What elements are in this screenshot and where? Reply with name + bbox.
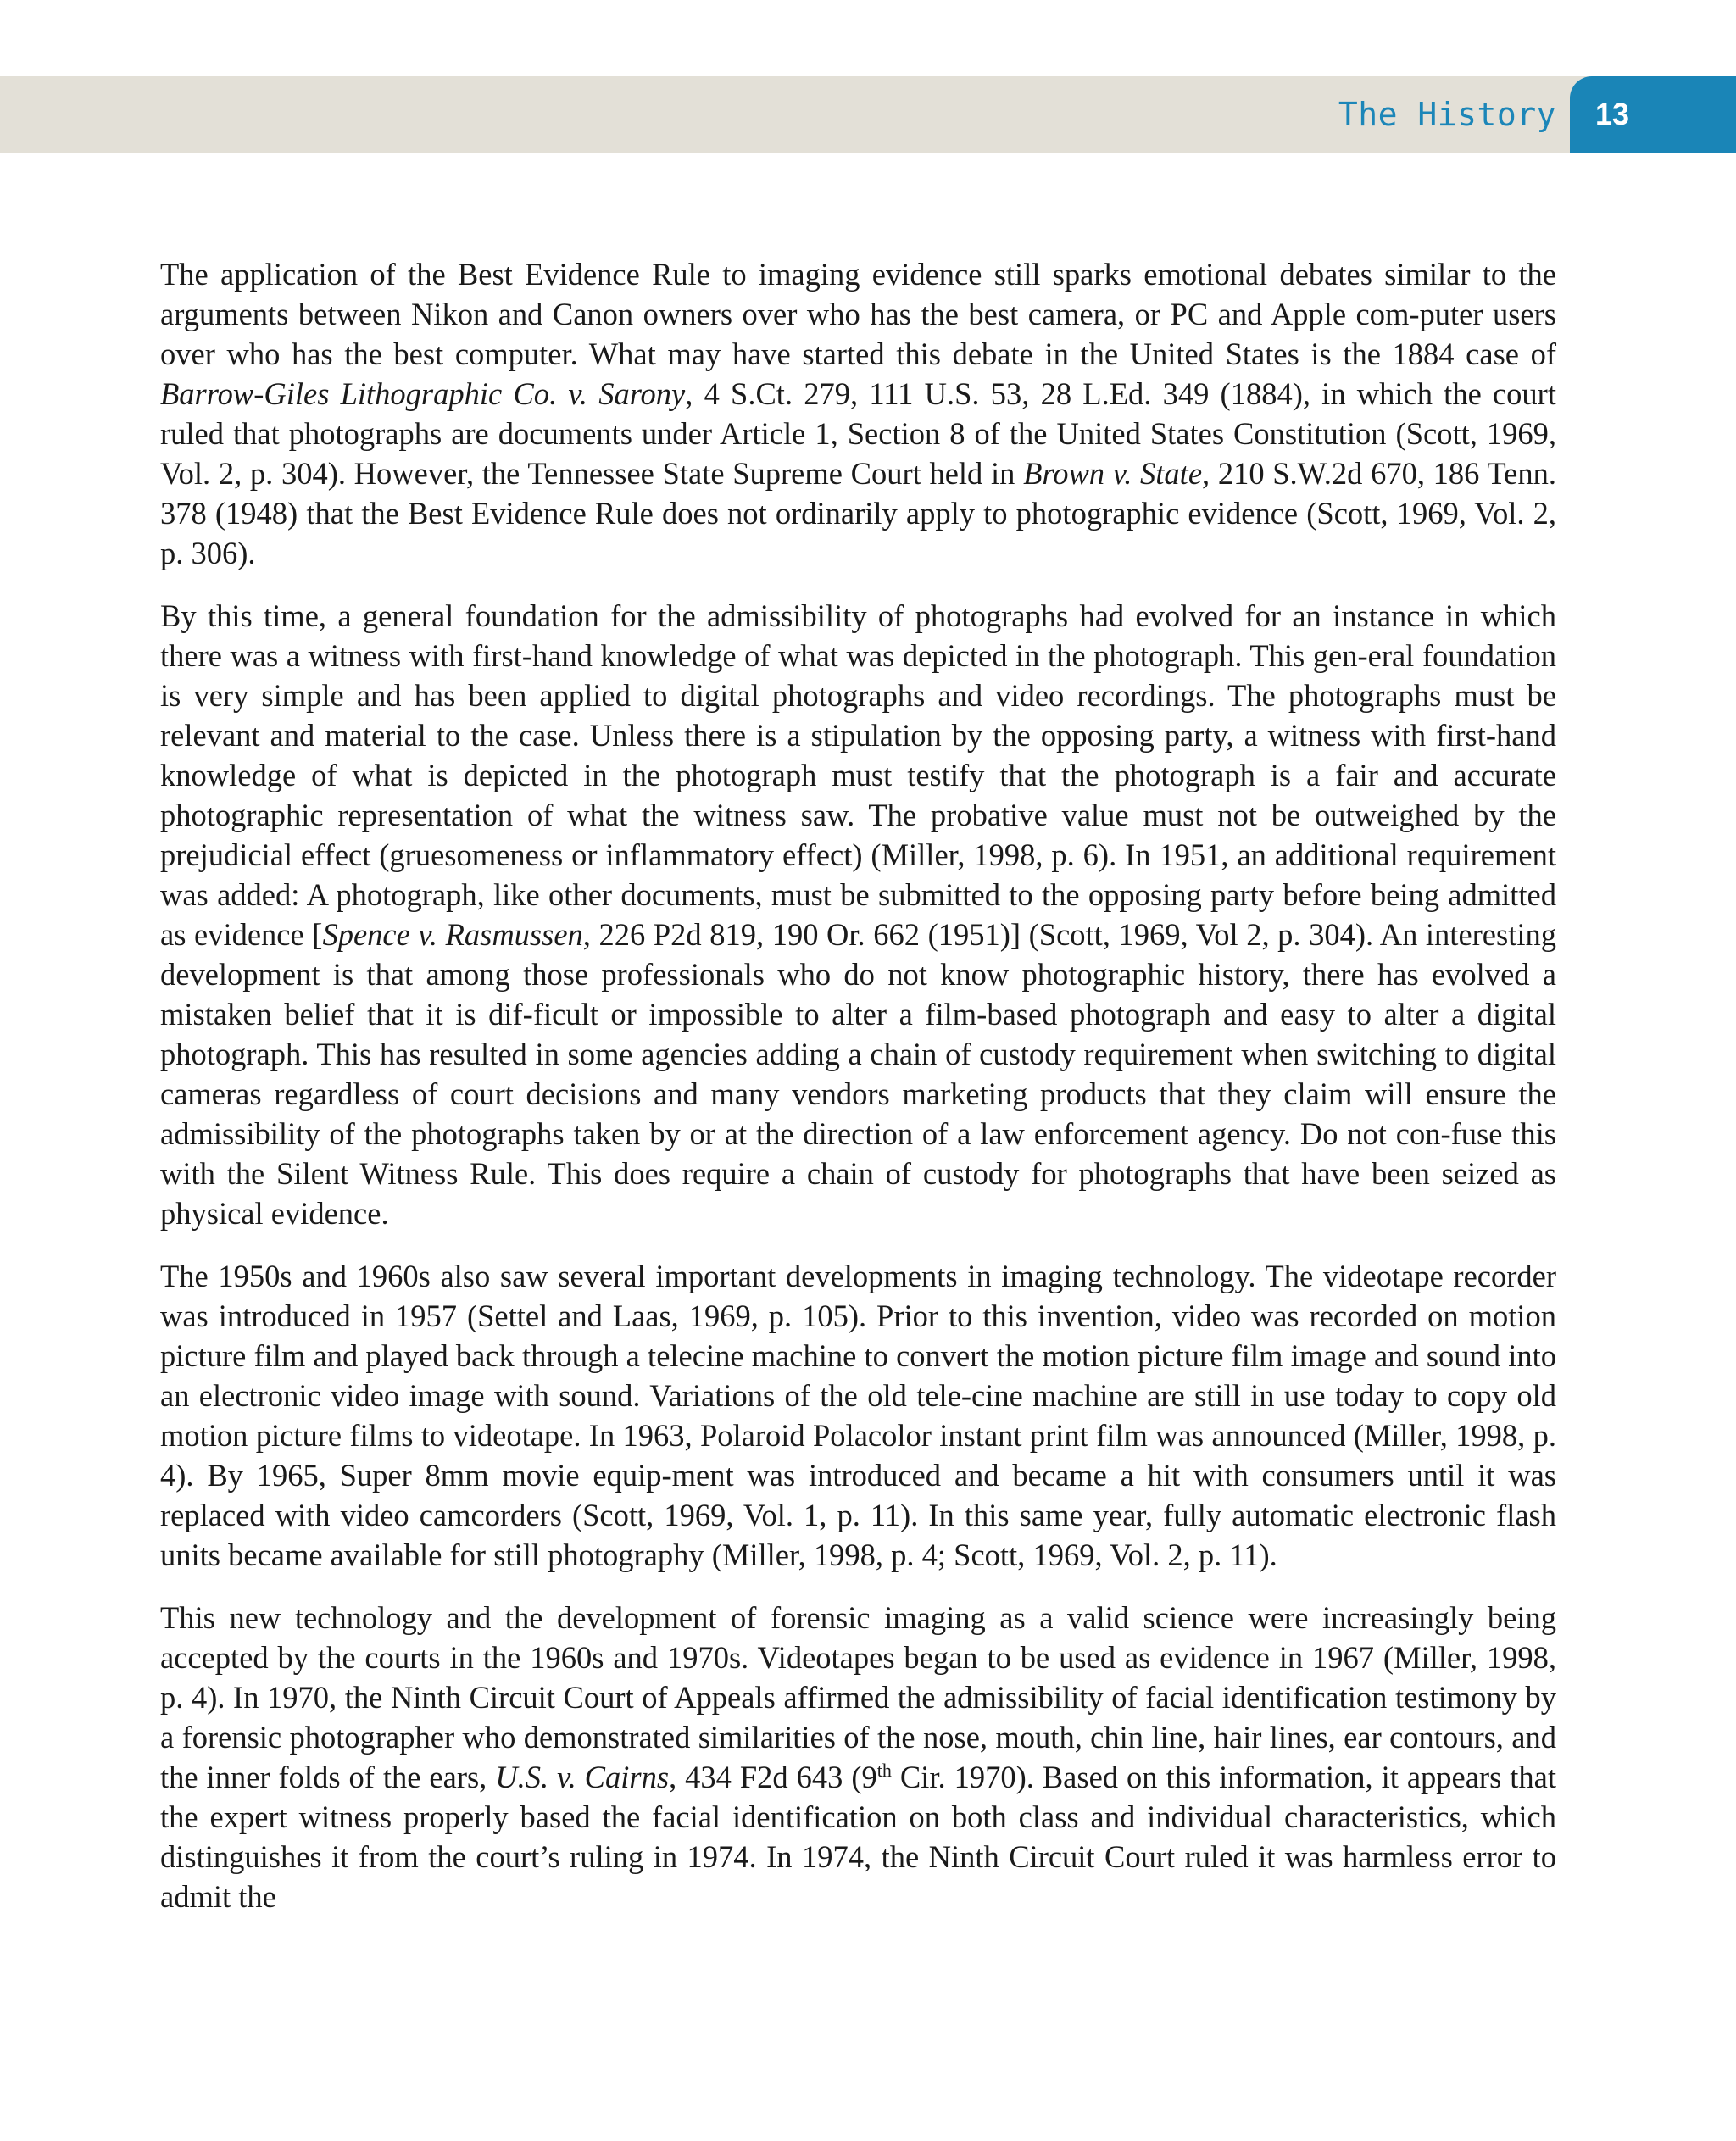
paragraph-1-text-b: , 4 S.Ct. 279, 111 U.S. 53, 28 L.Ed. 349 (1884), in which the court ruled that photographs are documents under Article 1, Section 8 of the United States Constitution (Scott, 1969, Vol. 2, p. 304). However, the Tennessee State Supreme Court held in <box>160 376 1556 491</box>
case-name-spence-v-rasmussen: Spence v. Rasmussen <box>322 917 583 952</box>
case-name-us-v-cairns: U.S. v. Cairns <box>495 1760 670 1794</box>
paragraph-4-text-b: , 434 F2d 643 (9 <box>669 1760 877 1794</box>
case-name-barrow-giles: Barrow-Giles Lithographic Co. v. Sarony <box>160 376 686 411</box>
ordinal-superscript: th <box>876 1759 892 1781</box>
paragraph-1-text-c: , 210 S.W.2d 670, 186 Tenn. 378 (1948) that the Best Evidence Rule does not ordinarily apply to photographic evidence (Scott, 1969, Vol. 2, p. 306). <box>160 456 1556 570</box>
paragraph-2 <box>160 596 1556 1233</box>
running-head-title: The History <box>1338 96 1556 133</box>
paragraph-4-text-c: Cir. 1970). Based on this information, it appears that the expert witness properly based the facial identification on both class and individual characteristics, which distinguishes it from the court’s ruling in 1974. In 1974, the Ninth Circuit Court ruled it was harmless error to admit the <box>160 1760 1556 1914</box>
paragraph-2-text-a: By this time, a general foundation for the admissibility of photographs had evolved for an instance in which there was a witness with first-hand knowledge of what was depicted in the photograph. This gen-eral foundation is very simple and has been applied to digital photographs and video recordings. The photographs must be relevant and material to the case. Unless there is a stipulation by the opposing party, a witness with first-hand knowledge of what is depicted in the photograph must testify that the photograph is a fair and accurate photographic representation of what the witness saw. The probative value must not be outweighed by the prejudicial effect (gruesomeness or inflammatory effect) (Miller, 1998, p. 6). In 1951, an additional requirement was added: A photograph, like other documents, must be submitted to the opposing party before being admitted as evidence [ <box>160 598 1556 952</box>
paragraph-3: The 1950s and 1960s also saw several important developments in imaging technology. The videotape recorder was introduced in 1957 (Settel and Laas, 1969, p. 105). Prior to this invention, video was recorded on motion picture film and played back through a telecine machine to convert the motion picture film image and sound into an electronic video image with sound. Variations of the old tele-cine machine are still in use today to copy old motion picture films to videotape. In 1963, Polaroid Polacolor instant print film was announced (Miller, 1998, p. 4). By 1965, Super 8mm movie equip-ment was introduced and became a hit with consumers until it was replaced with video camcorders (Scott, 1969, Vol. 1, p. 11). In this same year, fully automatic electronic flash units became available for still photography (Miller, 1998, p. 4; Scott, 1969, Vol. 2, p. 11). <box>160 1259 1556 1572</box>
paragraph-2-text-b: , 226 P2d 819, 190 Or. 662 (1951)] (Scott, 1969, Vol 2, p. 304). An interesting development is that among those professionals who do not know photographic history, there has evolved a mistaken belief that it is dif-ficult or impossible to alter a film-based photograph and easy to alter a digital photograph. This has resulted in some agencies adding a chain of custody requirement when switching to digital cameras regardless of court decisions and many vendors marketing products that they claim will ensure the admissibility of the photographs taken by or at the direction of a law enforcement agency. Do not con-fuse this with the Silent Witness Rule. This does require a chain of custody for photographs that have been seized as physical evidence. <box>160 917 1556 1231</box>
paragraph-1 <box>160 254 1556 573</box>
page-number-tab <box>1570 76 1736 153</box>
case-name-brown-v-state: Brown v. State <box>1023 456 1203 491</box>
body-text <box>160 254 1556 1939</box>
paragraph-4-text-a: This new technology and the development of forensic imaging as a valid science were increasingly being accepted by the courts in the 1960s and 1970s. Videotapes began to be used as evidence in 1967 (Miller, 1998, p. 4). In 1970, the Ninth Circuit Court of Appeals affirmed the admissibility of facial identification testimony by a forensic photographer who demonstrated similarities of the nose, mouth, chin line, hair lines, ear contours, and the inner folds of the ears, <box>160 1600 1556 1794</box>
paragraph-4 <box>160 1598 1556 1916</box>
page-number: 13 <box>1595 97 1630 131</box>
paragraph-1-text-a: The application of the Best Evidence Rule to imaging evidence still sparks emotional debates similar to the arguments between Nikon and Canon owners over who has the best camera, or PC and Apple com-puter users over who has the best computer. What may have started this debate in the United States is the 1884 case of <box>160 257 1556 371</box>
